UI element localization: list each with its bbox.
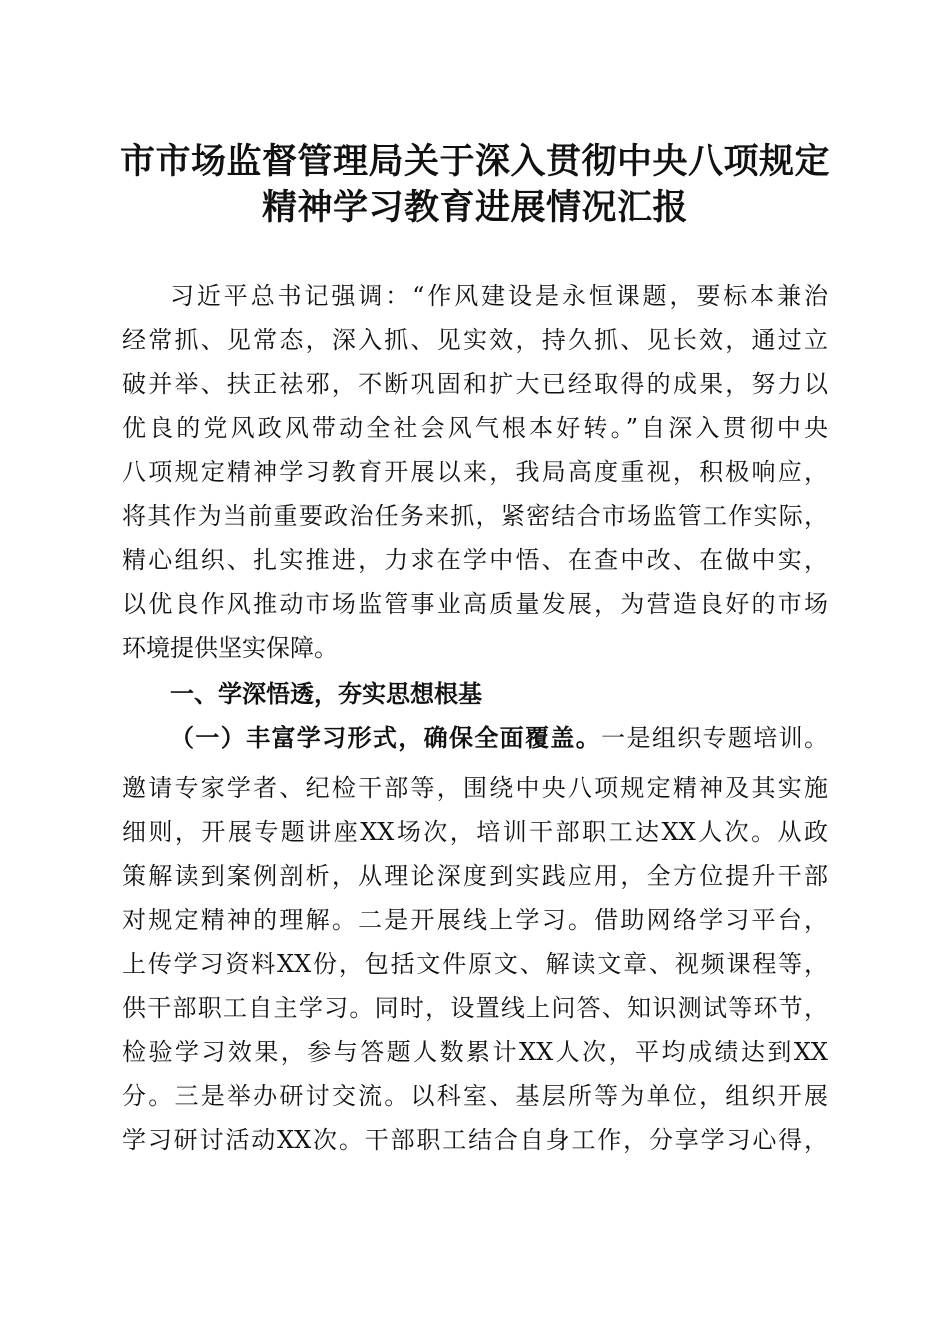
document-title-line-2: 精神学习教育进展情况汇报 <box>261 187 688 228</box>
subsection-1-line-2: 邀请专家学者、纪检干部等，围绕中央八项规定精神及其实施 <box>122 774 828 802</box>
intro-line-7: 精心组织、扎实推进，力求在学中悟、在查中改、在做中实， <box>122 546 828 574</box>
intro-line-1: 习近平总书记强调：“作风建设是永恒课题，要标本兼治 <box>170 282 828 310</box>
subsection-1-first-line-text: 一是组织专题培训。 <box>601 724 829 752</box>
subsection-1-first-line <box>170 716 828 760</box>
subsection-1-line-10: 学习研讨活动XX次。干部职工结合自身工作，分享学习心得， <box>122 1126 828 1154</box>
intro-line-6: 将其作为当前重要政治任务来抓，紧密结合市场监管工作实际， <box>122 502 828 530</box>
subsection-1-line-5: 对规定精神的理解。二是开展线上学习。借助网络学习平台， <box>122 906 828 934</box>
subsection-1-line-6: 上传学习资料XX份，包括文件原文、解读文章、视频课程等， <box>122 950 828 978</box>
intro-line-5: 八项规定精神学习教育开展以来，我局高度重视，积极响应， <box>122 458 828 486</box>
subsection-1-line-3: 细则，开展专题讲座XX场次，培训干部职工达XX人次。从政 <box>122 818 828 846</box>
intro-line-4: 优良的党风政风带动全社会风气根本好转。”自深入贯彻中央 <box>122 414 828 442</box>
subsection-1-line-8: 检验学习效果，参与答题人数累计XX人次，平均成绩达到XX <box>122 1038 828 1066</box>
subsection-1-line-7: 供干部职工自主学习。同时，设置线上问答、知识测试等环节， <box>122 994 828 1022</box>
subsection-1-line-9: 分。三是举办研讨交流。以科室、基层所等为单位，组织开展 <box>122 1082 828 1110</box>
section-1-heading: 一、学深悟透，夯实思想根基 <box>170 680 482 708</box>
subsection-1-line-4: 策解读到案例剖析，从理论深度到实践应用，全方位提升干部 <box>122 862 828 890</box>
intro-line-3: 破并举、扶正祛邪，不断巩固和扩大已经取得的成果，努力以 <box>122 370 828 398</box>
document-title-line-1: 市市场监督管理局关于深入贯彻中央八项规定 <box>119 141 830 182</box>
intro-line-9: 环境提供坚实保障。 <box>122 634 338 662</box>
subsection-1-title: （一）丰富学习形式，确保全面覆盖。 <box>170 723 602 752</box>
intro-line-8: 以优良作风推动市场监管事业高质量发展，为营造良好的市场 <box>122 590 828 618</box>
intro-line-2: 经常抓、见常态，深入抓、见实效，持久抓、见长效，通过立 <box>122 326 828 354</box>
